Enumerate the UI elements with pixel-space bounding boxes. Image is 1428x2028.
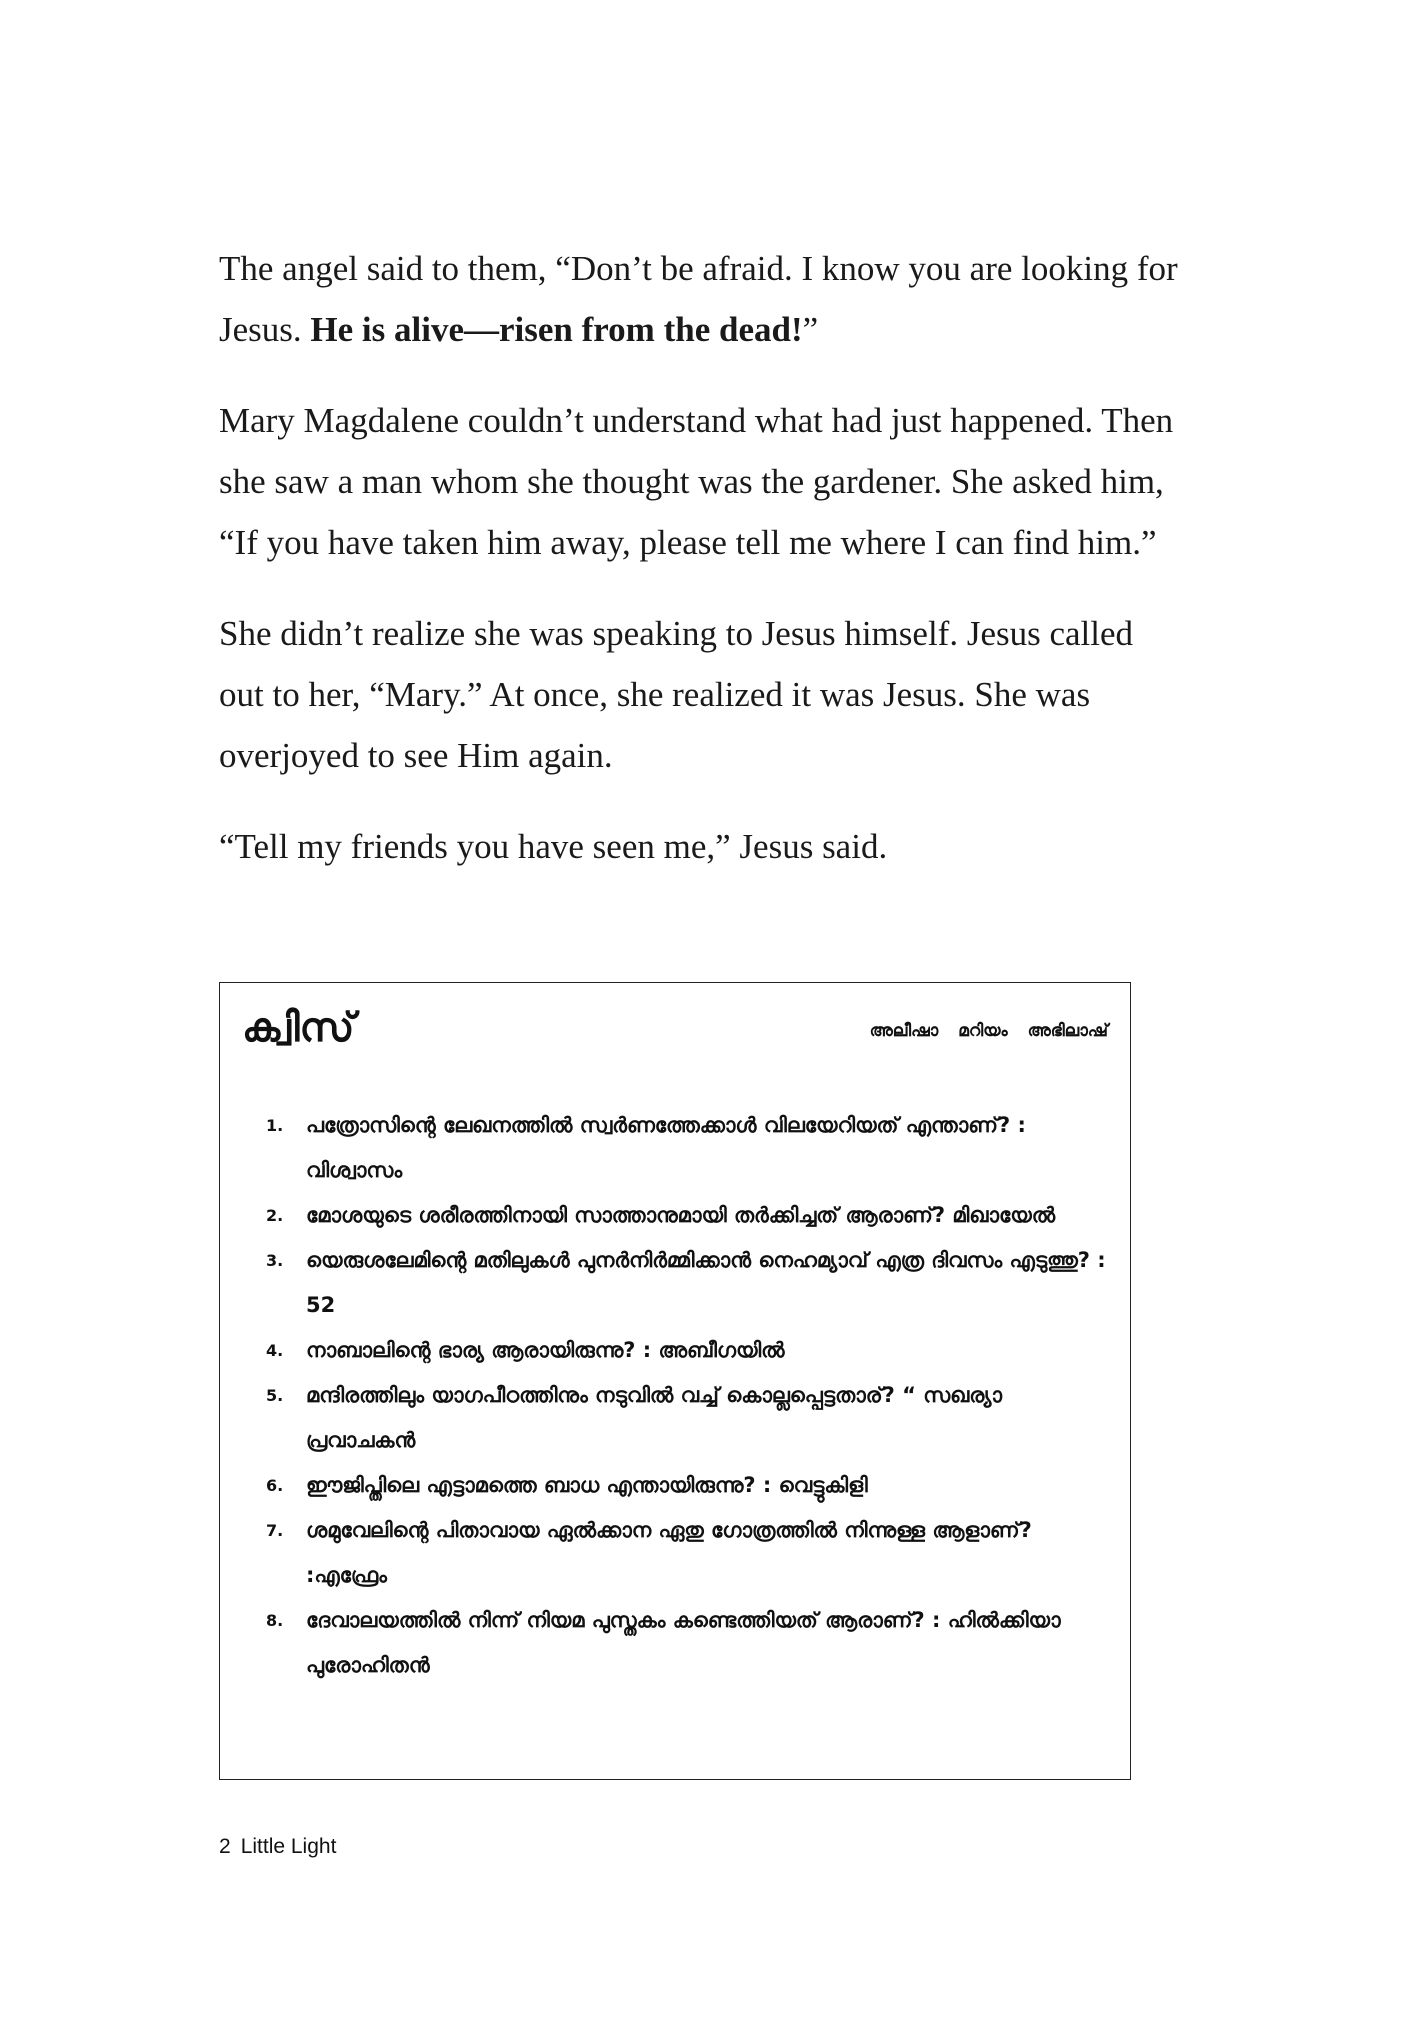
quiz-title: ക്വിസ് — [242, 1005, 355, 1051]
question-number: 7. — [266, 1521, 284, 1540]
page-number: 2 — [219, 1835, 231, 1858]
question-text: മന്ദിരത്തിലും യാഗപീഠത്തിനും നടുവിൽ വച്ച് കൊല്ലപ്പെട്ടതാര്? “ സഖര്യാ പ്രവാചകൻ — [306, 1383, 1003, 1452]
question-number: 2. — [266, 1206, 284, 1225]
quiz-author: മറിയം — [958, 1021, 1008, 1041]
quiz-question — [266, 1238, 1106, 1328]
quiz-author: അഭിലാഷ് — [1027, 1021, 1108, 1041]
story-paragraph-4: “Tell my friends you have seen me,” Jesus said. — [219, 827, 888, 866]
question-number: 4. — [266, 1341, 284, 1360]
story-paragraph-2: Mary Magdalene couldn’t understand what had just happened. Then she saw a man whom she thought was the gardener. She asked him, “If you have taken him away, please tell me where I can find him.” — [219, 401, 1174, 562]
quiz-question — [266, 1193, 1106, 1238]
question-number: 6. — [266, 1476, 284, 1495]
quiz-question — [266, 1328, 1106, 1373]
quiz-authors — [856, 1021, 1108, 1041]
paragraph-1-end: ” — [802, 310, 819, 349]
paragraph-1-start: The angel said to them, “Don’t be afraid. I know you are looking for Jesus. — [219, 249, 1178, 349]
question-number: 3. — [266, 1251, 284, 1270]
question-number: 8. — [266, 1611, 284, 1630]
quiz-box — [219, 982, 1131, 1780]
quiz-question — [266, 1373, 1106, 1463]
quiz-question — [266, 1103, 1106, 1193]
question-text: യെരുശലേമിന്റെ മതിലുകൾ പുനർനിർമ്മിക്കാൻ നെഹമ്യാവ് എത്ര ദിവസം എടുത്തു? : 52 — [306, 1248, 1106, 1317]
quiz-question — [266, 1598, 1106, 1688]
story-text — [219, 238, 1179, 877]
publication-name: Little Light — [240, 1835, 337, 1858]
paragraph-1-bold: He is alive—risen from the dead! — [310, 310, 803, 349]
question-text: മോശയുടെ ശരീരത്തിനായി സാത്താനുമായി തർക്കിച്ചത് ആരാണ്? മിഖായേൽ — [306, 1203, 1056, 1227]
question-text: ശമുവേലിന്റെ പിതാവായ ഏൽക്കാന ഏതു ഗോത്രത്തിൽ നിന്നുള്ള ആളാണ്? :എഫ്രേം — [306, 1518, 1032, 1587]
story-paragraph-1 — [219, 238, 1179, 360]
question-text: ഈജിപ്തിലെ എട്ടാമത്തെ ബാധ എന്തായിരുന്നു? : വെട്ടുകിളി — [306, 1473, 868, 1497]
quiz-question — [266, 1508, 1106, 1598]
quiz-question-list — [266, 1103, 1106, 1688]
story-paragraph-3: She didn’t realize she was speaking to Jesus himself. Jesus called out to her, “Mary.” At once, she realized it was Jesus. She was overjoyed to see Him again. — [219, 614, 1134, 775]
question-number: 1. — [266, 1116, 284, 1135]
question-text: ദേവാലയത്തിൽ നിന്ന് നിയമ പുസ്തകം കണ്ടെത്തിയത് ആരാണ്? : ഹിൽക്കിയാ പുരോഹിതൻ — [306, 1608, 1061, 1677]
question-number: 5. — [266, 1386, 284, 1405]
quiz-author: അലീഷാ — [869, 1021, 939, 1041]
question-text: നാബാലിന്റെ ഭാര്യ ആരായിരുന്നു? : അബീഗയിൽ — [306, 1338, 785, 1362]
question-text: പത്രോസിന്റെ ലേഖനത്തിൽ സ്വർണത്തേക്കാൾ വിലയേറിയത് എന്താണ്? : വിശ്വാസം — [306, 1113, 1026, 1182]
quiz-question — [266, 1463, 1106, 1508]
page-footer — [219, 1835, 336, 1859]
